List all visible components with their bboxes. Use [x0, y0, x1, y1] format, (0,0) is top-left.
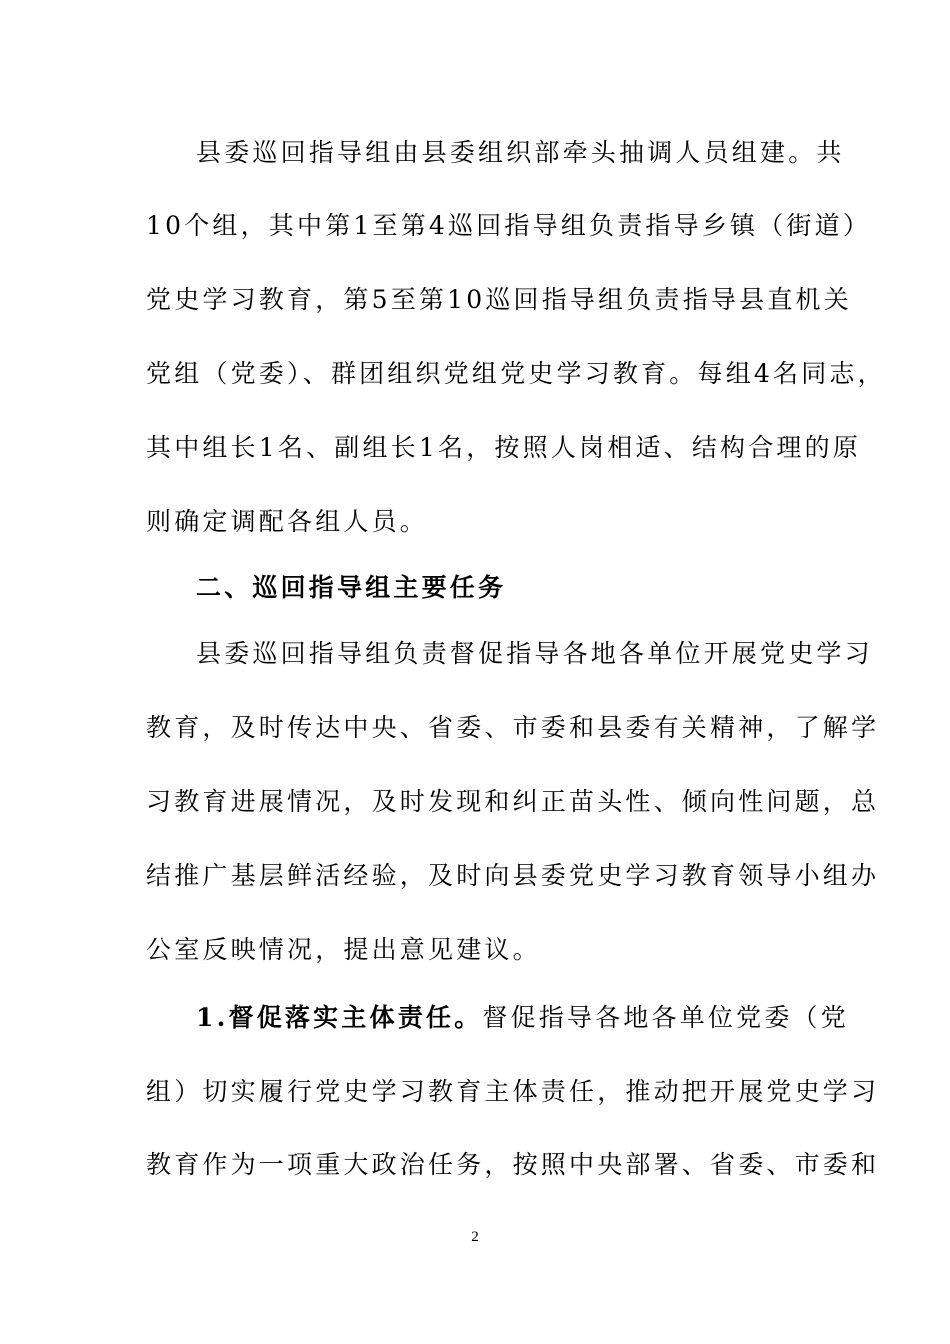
- paragraph-line: 习教育进展情况，及时发现和纠正苗头性、倾向性问题，总: [146, 787, 880, 816]
- paragraph-line: 其中组长1名、副组长1名，按照人岗相适、结构合理的原: [146, 433, 862, 462]
- paragraph-line: 教育，及时传达中央、省委、市委和县委有关精神，了解学: [146, 713, 880, 742]
- paragraph-line: 组）切实履行党史学习教育主体责任，推动把开展党史学习: [146, 1077, 880, 1106]
- paragraph-line: 教育作为一项重大政治任务，按照中央部署、省委、市委和: [146, 1150, 880, 1179]
- section-heading: 二、巡回指导组主要任务: [196, 573, 507, 602]
- paragraph-line: 县委巡回指导组负责督促指导各地各单位开展党史学习: [196, 639, 873, 668]
- paragraph-line: 县委巡回指导组由县委组织部牵头抽调人员组建。共: [196, 138, 845, 167]
- paragraph-line: 则确定调配各组人员。: [146, 507, 429, 536]
- item-1-lead: 1.督促落实主体责任。: [196, 1003, 483, 1032]
- paragraph-line: 党史学习教育，第5至第10巡回指导组负责指导县直机关: [146, 285, 852, 314]
- paragraph-line: 公室反映情况，提出意见建议。: [146, 935, 541, 964]
- paragraph-line: 10个组，其中第1至第4巡回指导组负责指导乡镇（街道）: [146, 211, 872, 240]
- page-number: 2: [471, 1229, 479, 1245]
- item-1-text: 督促指导各地各单位党委（党: [482, 1003, 849, 1032]
- paragraph-line: 党组（党委）、群团组织党组党史学习教育。每组4名同志，: [146, 359, 886, 388]
- paragraph-line: 结推广基层鲜活经验，及时向县委党史学习教育领导小组办: [146, 861, 880, 890]
- item-1-first-line: [196, 1003, 849, 1033]
